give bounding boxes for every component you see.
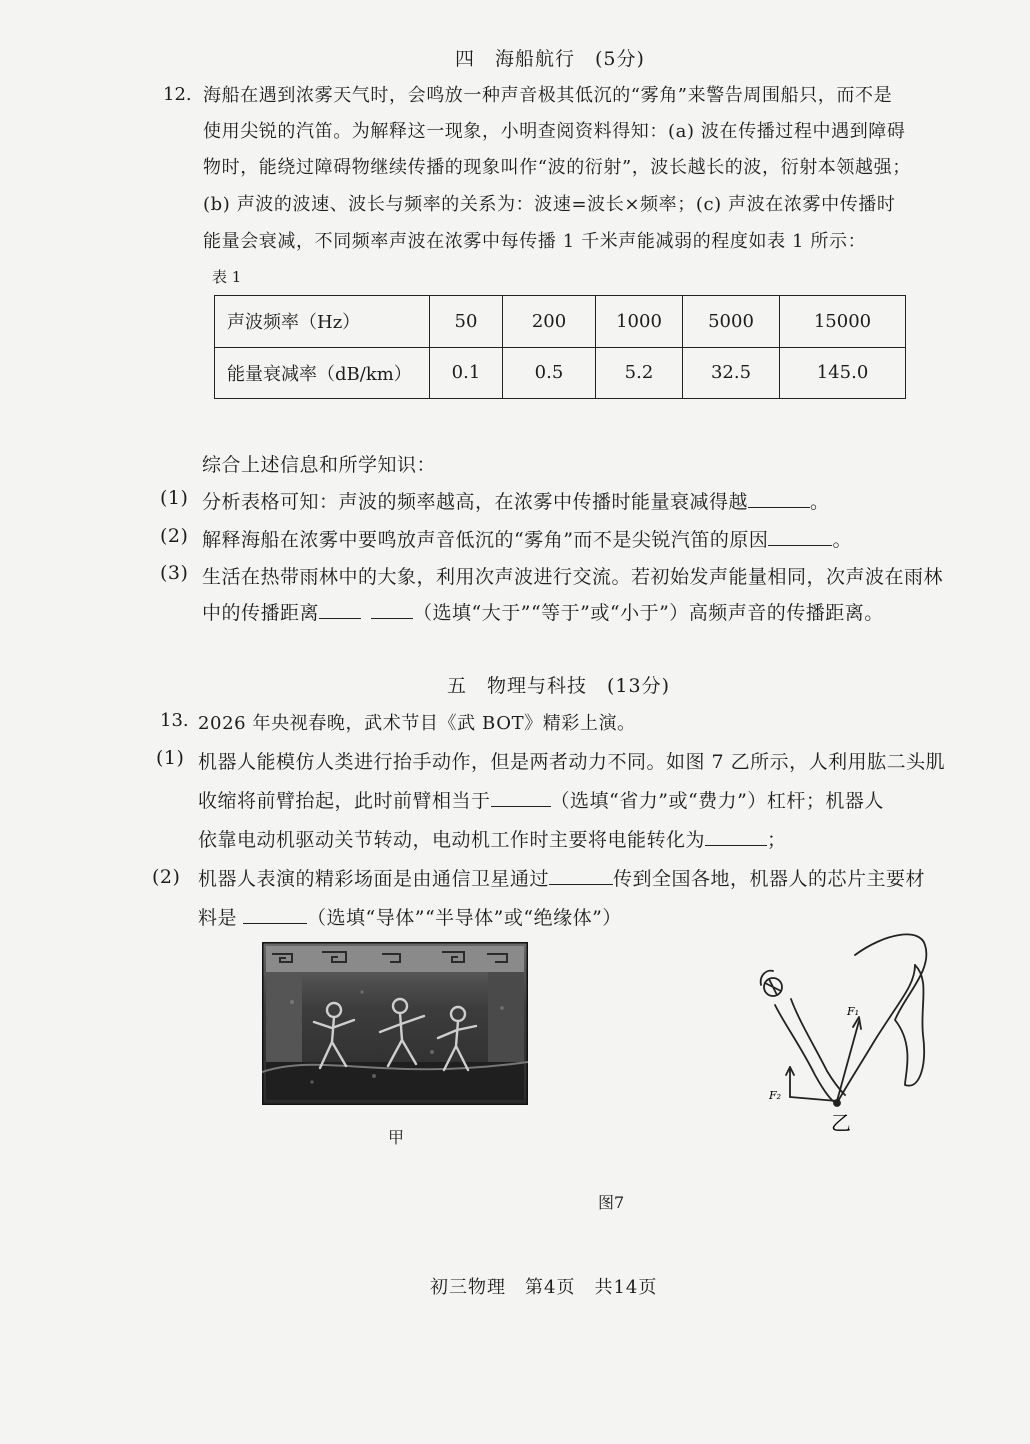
arm-lever-diagram — [755, 925, 975, 1140]
q13-sub1-line-3 — [198, 825, 787, 852]
table-cell: 1000 — [596, 296, 683, 348]
q12-sub3-line-2-a: 中的传播距离 — [202, 602, 320, 624]
q12-sub2 — [202, 525, 852, 552]
q12-sub3-number: (3) — [160, 562, 189, 584]
section-4-title: 四 海船航行 (5分) — [455, 48, 645, 70]
table-cell: 145.0 — [780, 347, 906, 399]
table-label: 表 1 — [212, 268, 242, 286]
force-f2-label: F₂ — [769, 1089, 782, 1102]
table-cell: 5000 — [683, 296, 780, 348]
page-footer: 初三物理 第4页 共14页 — [430, 1277, 658, 1298]
q12-line-2: 使用尖锐的汽笛。为解释这一现象，小明查阅资料得知：(a) 波在传播过程中遇到障碍 — [203, 121, 906, 142]
q12-sub2-end: 。 — [832, 529, 852, 551]
answer-blank[interactable] — [371, 617, 413, 619]
section-5-title: 五 物理与科技 (13分) — [447, 675, 671, 697]
q12-sub1-end: 。 — [810, 491, 830, 513]
q13-sub1-number: (1) — [156, 747, 185, 769]
q13-sub1-line-3-b: ； — [767, 829, 787, 851]
q13-sub2-line-2-b: （选填“导体”“半导体”或“绝缘体”） — [307, 907, 622, 929]
q12-sub3-line-2 — [202, 598, 884, 625]
table-row — [215, 347, 906, 399]
table-header-frequency: 声波频率（Hz） — [215, 296, 430, 348]
answer-blank[interactable] — [768, 544, 832, 546]
answer-blank[interactable] — [243, 922, 307, 924]
answer-blank[interactable] — [705, 844, 767, 846]
figure-yi-label: 乙 — [831, 1111, 851, 1135]
force-f1-label: F₁ — [847, 1005, 860, 1018]
q13-sub1-line-2-b: （选填“省力”或“费力”）杠杆；机器人 — [550, 790, 884, 812]
q12-sub3-line-1: 生活在热带雨林中的大象，利用次声波进行交流。若初始发声能量相同，次声波在雨林 — [202, 566, 944, 588]
robot-stage-photo — [262, 942, 528, 1105]
attenuation-table — [214, 295, 906, 399]
q13-sub2-line-1-a: 机器人表演的精彩场面是由通信卫星通过 — [198, 868, 550, 890]
table-cell: 32.5 — [683, 347, 780, 399]
q12-sub1 — [202, 487, 830, 514]
q12-line-1: 海船在遇到浓雾天气时，会鸣放一种声音极其低沉的“雾角”来警告周围船只，而不是 — [203, 85, 893, 106]
table-cell: 15000 — [780, 296, 906, 348]
q13-sub2-line-1-b: 传到全国各地，机器人的芯片主要材 — [613, 868, 926, 890]
q13-sub1-line-2-a: 收缩将前臂抬起，此时前臂相当于 — [198, 790, 491, 812]
question-13-number: 13. — [160, 710, 189, 731]
q12-line-3: 物时，能绕过障碍物继续传播的现象叫作“波的衍射”，波长越长的波，衍射本领越强； — [203, 157, 911, 178]
table-cell: 0.1 — [430, 347, 503, 399]
q12-line-4: (b) 声波的波速、波长与频率的关系为：波速=波长×频率；(c) 声波在浓雾中传播时 — [203, 194, 896, 215]
q13-sub2-line-2-a: 料是 — [198, 907, 238, 929]
q12-sub3-line-2-b: （选填“大于”“等于”或“小于”）高频声音的传播距离。 — [413, 602, 884, 624]
q12-sub1-number: (1) — [160, 487, 189, 509]
q12-sub2-number: (2) — [160, 525, 189, 547]
q12-sub1-text: 分析表格可知：声波的频率越高，在浓雾中传播时能量衰减得越 — [202, 491, 749, 513]
q12-line-5: 能量会衰减，不同频率声波在浓雾中每传播 1 千米声能减弱的程度如表 1 所示： — [203, 231, 867, 252]
table-cell: 200 — [503, 296, 596, 348]
q12-sub2-text: 解释海船在浓雾中要鸣放声音低沉的“雾角”而不是尖锐汽笛的原因 — [202, 529, 769, 551]
q13-sub1-line-3-a: 依靠电动机驱动关节转动，电动机工作时主要将电能转化为 — [198, 829, 706, 851]
table-cell: 0.5 — [503, 347, 596, 399]
figure-jia-label: 甲 — [388, 1128, 405, 1147]
answer-blank[interactable] — [748, 506, 810, 508]
q13-intro: 2026 年央视春晚，武术节目《武 BOT》精彩上演。 — [198, 713, 636, 734]
question-12-number: 12. — [163, 84, 192, 105]
q13-sub1-line-2 — [198, 786, 884, 813]
q13-sub2-line-1 — [198, 864, 925, 891]
q12-summary: 综合上述信息和所学知识： — [202, 454, 437, 476]
q13-sub2-number: (2) — [152, 866, 181, 888]
table-header-attenuation: 能量衰减率（dB/km） — [215, 347, 430, 399]
table-cell: 50 — [430, 296, 503, 348]
figure-jia-photo — [262, 942, 528, 1105]
figure-yi-arm-sketch — [755, 925, 975, 1140]
q13-sub1-line-1: 机器人能模仿人类进行抬手动作，但是两者动力不同。如图 7 乙所示，人利用肱二头肌 — [198, 751, 946, 773]
table-cell: 5.2 — [596, 347, 683, 399]
q13-sub2-line-2 — [198, 903, 622, 930]
answer-blank[interactable] — [491, 805, 551, 807]
figure-caption: 图7 — [598, 1193, 625, 1212]
answer-blank[interactable] — [549, 883, 613, 885]
answer-blank[interactable] — [319, 617, 361, 619]
table-row — [215, 296, 906, 348]
